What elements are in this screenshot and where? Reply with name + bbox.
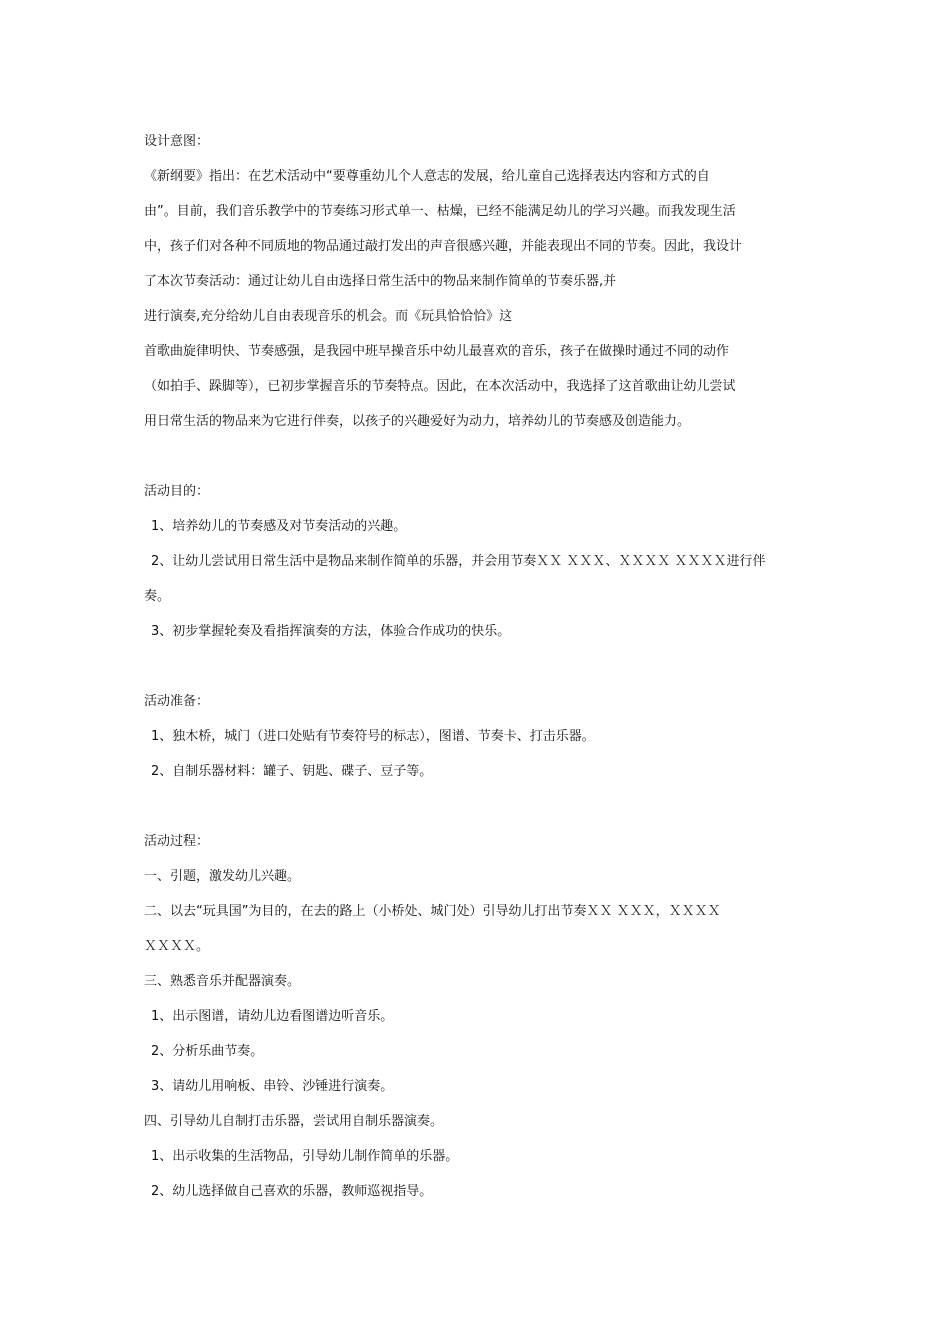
section-gap <box>144 789 808 824</box>
section-heading-prep: 活动准备： <box>144 694 210 709</box>
goal-item: 3、初步掌握轮奏及看指挥演奏的方法，体验合作成功的快乐。 <box>151 624 511 639</box>
section-heading-goals: 活动目的： <box>144 484 210 499</box>
prep-item: 2、自制乐器材料：罐子、钥匙、碟子、豆子等。 <box>151 764 433 779</box>
paragraph-line: 用日常生活的物品来为它进行伴奏，以孩子的兴趣爱好为动力，培养幼儿的节奏感及创造能力。 <box>144 414 691 429</box>
process-substep: 2、分析乐曲节奏。 <box>151 1044 264 1059</box>
process-step-continuation: ＸＸＸＸ。 <box>144 939 210 954</box>
process-substep: 1、出示收集的生活物品，引导幼儿制作简单的乐器。 <box>151 1149 459 1164</box>
goal-item: 1、培养幼儿的节奏感及对节奏活动的兴趣。 <box>151 519 407 534</box>
paragraph-line: （如拍手、跺脚等），已初步掌握音乐的节奏特点。因此，在本次活动中，我选择了这首歌曲让幼儿尝试 <box>144 379 736 394</box>
section-heading-design: 设计意图： <box>144 134 210 149</box>
process-step: 三、熟悉音乐并配器演奏。 <box>144 974 301 989</box>
process-step: 二、以去“玩具国”为目的，在去的路上（小桥处、城门处）引导幼儿打出节奏ＸＸ ＸＸＸ，ＸＸＸＸ <box>144 904 721 919</box>
process-step: 四、引导幼儿自制打击乐器，尝试用自制乐器演奏。 <box>144 1114 444 1129</box>
goal-item-continuation: 奏。 <box>144 589 171 604</box>
process-substep: 1、出示图谱，请幼儿边看图谱边听音乐。 <box>151 1009 394 1024</box>
paragraph-line: 进行演奏,充分给幼儿自由表现音乐的机会。而《玩具恰恰恰》这 <box>144 309 513 324</box>
document-page <box>144 124 808 1209</box>
section-gap <box>144 649 808 684</box>
paragraph-line: 了本次节奏活动：通过让幼儿自由选择日常生活中的物品来制作简单的节奏乐器,并 <box>144 274 617 289</box>
process-step: 一、引题，激发幼儿兴趣。 <box>144 869 301 884</box>
section-gap <box>144 439 808 474</box>
goal-item: 2、让幼儿尝试用日常生活中是物品来制作简单的乐器，并会用节奏ＸＸ ＸＸＸ、ＸＸＸＸ ＸＸＸＸ进行伴 <box>151 554 766 569</box>
section-heading-process: 活动过程： <box>144 834 210 849</box>
prep-item: 1、独木桥，城门（进口处贴有节奏符号的标志），图谱、节奏卡、打击乐器。 <box>151 729 595 744</box>
paragraph-line: 《新纲要》指出：在艺术活动中“要尊重幼儿个人意志的发展，给儿童自己选择表达内容和方式的自 <box>144 169 710 184</box>
process-substep: 3、请幼儿用响板、串铃、沙锤进行演奏。 <box>151 1079 394 1094</box>
paragraph-line: 由”。目前，我们音乐教学中的节奏练习形式单一、枯燥，已经不能满足幼儿的学习兴趣。而我发现生活 <box>144 204 736 219</box>
paragraph-line: 首歌曲旋律明快、节奏感强，是我园中班早操音乐中幼儿最喜欢的音乐，孩子在做操时通过不同的动作 <box>144 344 730 359</box>
process-substep: 2、幼儿选择做自己喜欢的乐器，教师巡视指导。 <box>151 1184 433 1199</box>
paragraph-line: 中，孩子们对各种不同质地的物品通过敲打发出的声音很感兴趣，并能表现出不同的节奏。因此，我设计 <box>144 239 743 254</box>
